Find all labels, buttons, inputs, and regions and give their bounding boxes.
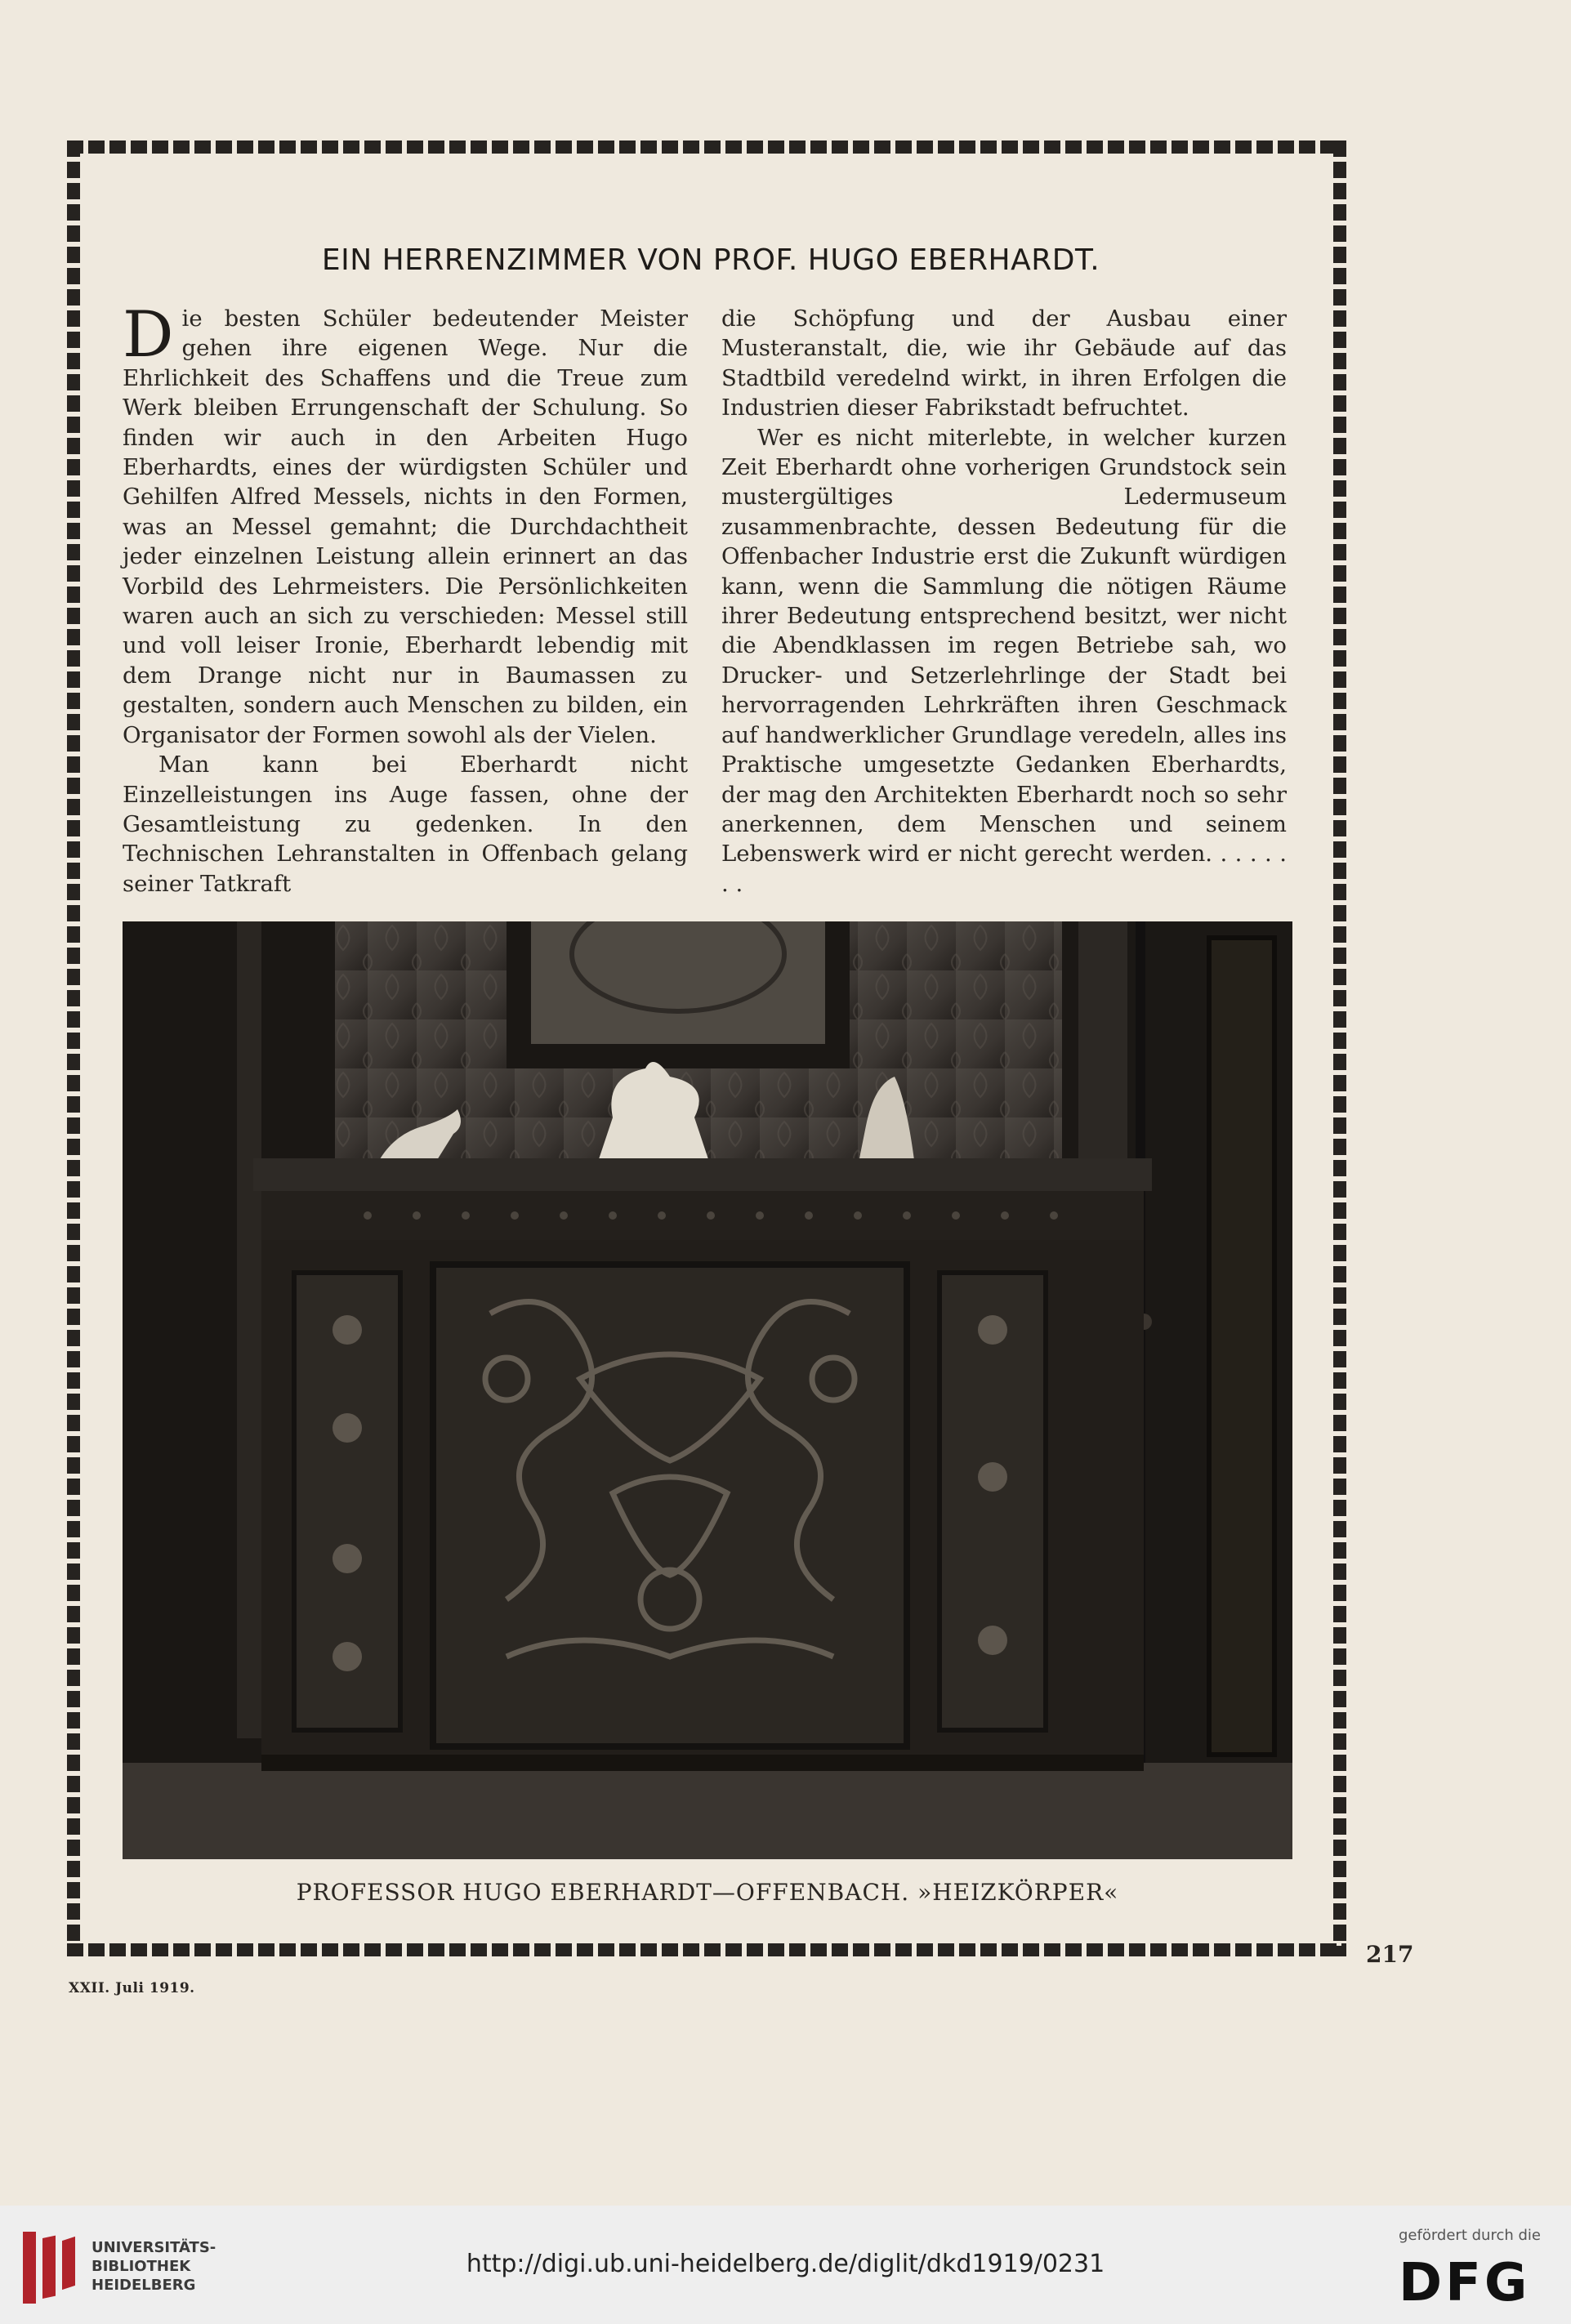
border-right [1333, 141, 1346, 1956]
photo-heizkoerper [123, 921, 1292, 1859]
paragraph: Die besten Schüler bedeutender Meister gehen ihre eigenen Wege. Nur die Ehrlichkeit des Schaffens und die Treue zum Werk bleiben Errungenschaft der Schulung. So finden wir auch in den Arbeiten Hugo Eberhardts, eines der würdigsten Schüler und Gehilfen Alfred Messels, nichts in den Formen, was an Messel gemahnt; die Durchdachtheit jeder einzelnen Leistung allein erinnert an das Vorbild des Lehrmeisters. Die Persönlichkeiten waren auch an sich zu verschieden: Messel still und voll leiser Ironie, Eberhardt lebendig mit dem Drange nicht nur in Baumassen zu gestalten, sondern auch Menschen zu bilden, ein Organisator der Formen sowohl als der Vielen. [123, 298, 688, 748]
issue-line: XXII. Juli 1919. [69, 1980, 195, 1996]
border-bottom [67, 1943, 1346, 1956]
border-top [67, 141, 1346, 154]
permalink-url[interactable]: http://digi.ub.uni-heidelberg.de/diglit/dkd1919/0231 [466, 2250, 1105, 2278]
border-left [67, 141, 80, 1956]
paragraph: die Schöpfung und der Ausbau einer Musteranstalt, die, wie ihr Gebäude auf das Stadtbild veredelnd wirkt, in ihren Erfolgen die Industrien dieser Fabrikstadt befruchtet. [721, 306, 1287, 422]
funding-note: gefördert durch die [1399, 2227, 1541, 2244]
article-title: EIN HERRENZIMMER VON PROF. HUGO EBERHARDT. [321, 243, 1100, 277]
paragraph: Man kann bei Eberhardt nicht Einzelleistungen ins Auge fassen, ohne der Gesamtleistung zu gedenken. In den Technischen Lehranstalten in Offenbach gelang seiner Tatkraft [123, 752, 688, 897]
drop-cap: D [123, 298, 174, 372]
photo-caption: PROFESSOR HUGO EBERHARDT—OFFENBACH. »HEIZKÖRPER« [296, 1879, 1119, 1906]
digitization-footer [0, 2206, 1571, 2324]
paragraph: Wer es nicht miterlebte, in welcher kurzen Zeit Eberhardt ohne vorherigen Grundstock sein mustergültiges Ledermuseum zusammenbrachte, dessen Bedeutung für die Offenbacher Industrie erst die Zukunft würdigen kann, wenn die Sammlung die nötigen Räume ihrer Bedeutung entsprechend besitzt, wer nicht die Abendklassen im regen Betriebe sah, wo Drucker- und Setzerlehrlinge der Stadt bei hervorragenden Lehrkräften ihren Geschmack auf handwerklicher Grundlage veredeln, alles ins Praktische umgesetzte Gedanken Eberhardts, der mag den Architekten Eberhardt noch so sehr anerkennen, dem Menschen und seinem Lebenswerk wird er nicht gerecht werden. . . . . . . . [721, 424, 1287, 897]
dfg-logo[interactable]: DFG [1399, 2253, 1531, 2313]
photo-illustration [123, 921, 1292, 1859]
library-name[interactable]: UNIVERSITÄTS- BIBLIOTHEK HEIDELBERG [91, 2239, 216, 2294]
page-number: 217 [1366, 1941, 1414, 1968]
text-column-right [721, 304, 1287, 899]
text-column-left [123, 298, 688, 899]
